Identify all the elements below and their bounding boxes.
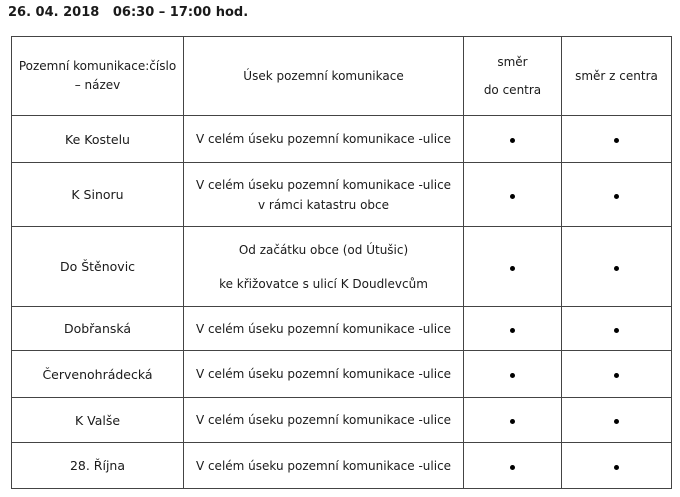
header-from-center-label: směr z centra (575, 68, 658, 83)
date-time-heading: 26. 04. 2018 06:30 – 17:00 hod. (8, 5, 249, 20)
from-center-cell (562, 116, 672, 163)
section-text: V celém úseku pozemní komunikace -ulice (195, 321, 452, 336)
from-center-cell (562, 351, 672, 398)
section-text: v rámci katastru obce (257, 197, 390, 212)
header-to-center-line1: směr (497, 54, 528, 69)
road-name-cell: K Valše (12, 398, 184, 443)
header-section-label: Úsek pozemní komunikace (243, 68, 404, 83)
to-center-cell (464, 443, 562, 489)
section-text: ke křižovatce s ulicí K Doudlevcům (219, 276, 428, 291)
bullet-marker (614, 266, 619, 271)
to-center-cell (464, 116, 562, 163)
section-cell (184, 398, 464, 443)
bullet-marker (614, 138, 619, 143)
road-name-cell: Do Štěnovic (12, 227, 184, 307)
to-center-cell (464, 351, 562, 398)
bullet-marker (614, 419, 619, 424)
bullet-marker (510, 373, 515, 378)
bullet-marker (510, 465, 515, 470)
section-text: V celém úseku pozemní komunikace -ulice (195, 458, 452, 473)
from-center-cell (562, 398, 672, 443)
table-row (12, 116, 672, 163)
table-row (12, 163, 672, 227)
road-name-cell: Ke Kostelu (12, 116, 184, 163)
header-section (184, 37, 464, 116)
to-center-cell (464, 227, 562, 307)
bullet-marker (510, 419, 515, 424)
table-header-row (12, 37, 672, 116)
header-from-center (562, 37, 672, 116)
bullet-marker (510, 266, 515, 271)
table-row (12, 398, 672, 443)
road-closure-table (11, 36, 672, 489)
bullet-marker (614, 465, 619, 470)
header-road-name (12, 37, 184, 116)
section-text: Od začátku obce (od Útušic) (238, 242, 409, 257)
section-cell (184, 443, 464, 489)
section-text: V celém úseku pozemní komunikace -ulice (195, 367, 452, 381)
bullet-marker (510, 194, 515, 199)
section-text: V celém úseku pozemní komunikace -ulice (195, 177, 452, 192)
road-name-cell: Červenohrádecká (12, 351, 184, 398)
from-center-cell (562, 163, 672, 227)
section-text: V celém úseku pozemní komunikace -ulice (195, 413, 452, 427)
section-cell (184, 116, 464, 163)
bullet-marker (510, 328, 515, 333)
header-to-center (464, 37, 562, 116)
road-name-cell: K Sinoru (12, 163, 184, 227)
header-to-center-line2: do centra (483, 82, 542, 97)
bullet-marker (614, 373, 619, 378)
from-center-cell (562, 227, 672, 307)
from-center-cell (562, 307, 672, 351)
to-center-cell (464, 398, 562, 443)
bullet-marker (614, 194, 619, 199)
road-name-cell: Dobřanská (12, 307, 184, 351)
table-row (12, 227, 672, 307)
to-center-cell (464, 163, 562, 227)
header-road-name-line1: Pozemní komunikace:číslo (18, 59, 177, 73)
section-cell (184, 227, 464, 307)
from-center-cell (562, 443, 672, 489)
table-row (12, 443, 672, 489)
section-text: V celém úseku pozemní komunikace -ulice (195, 132, 452, 146)
to-center-cell (464, 307, 562, 351)
section-cell (184, 307, 464, 351)
section-cell (184, 351, 464, 398)
road-name-cell: 28. Října (12, 443, 184, 489)
table-row (12, 307, 672, 351)
bullet-marker (510, 138, 515, 143)
section-cell (184, 163, 464, 227)
bullet-marker (614, 328, 619, 333)
header-road-name-line2: – název (74, 78, 121, 92)
table-row (12, 351, 672, 398)
